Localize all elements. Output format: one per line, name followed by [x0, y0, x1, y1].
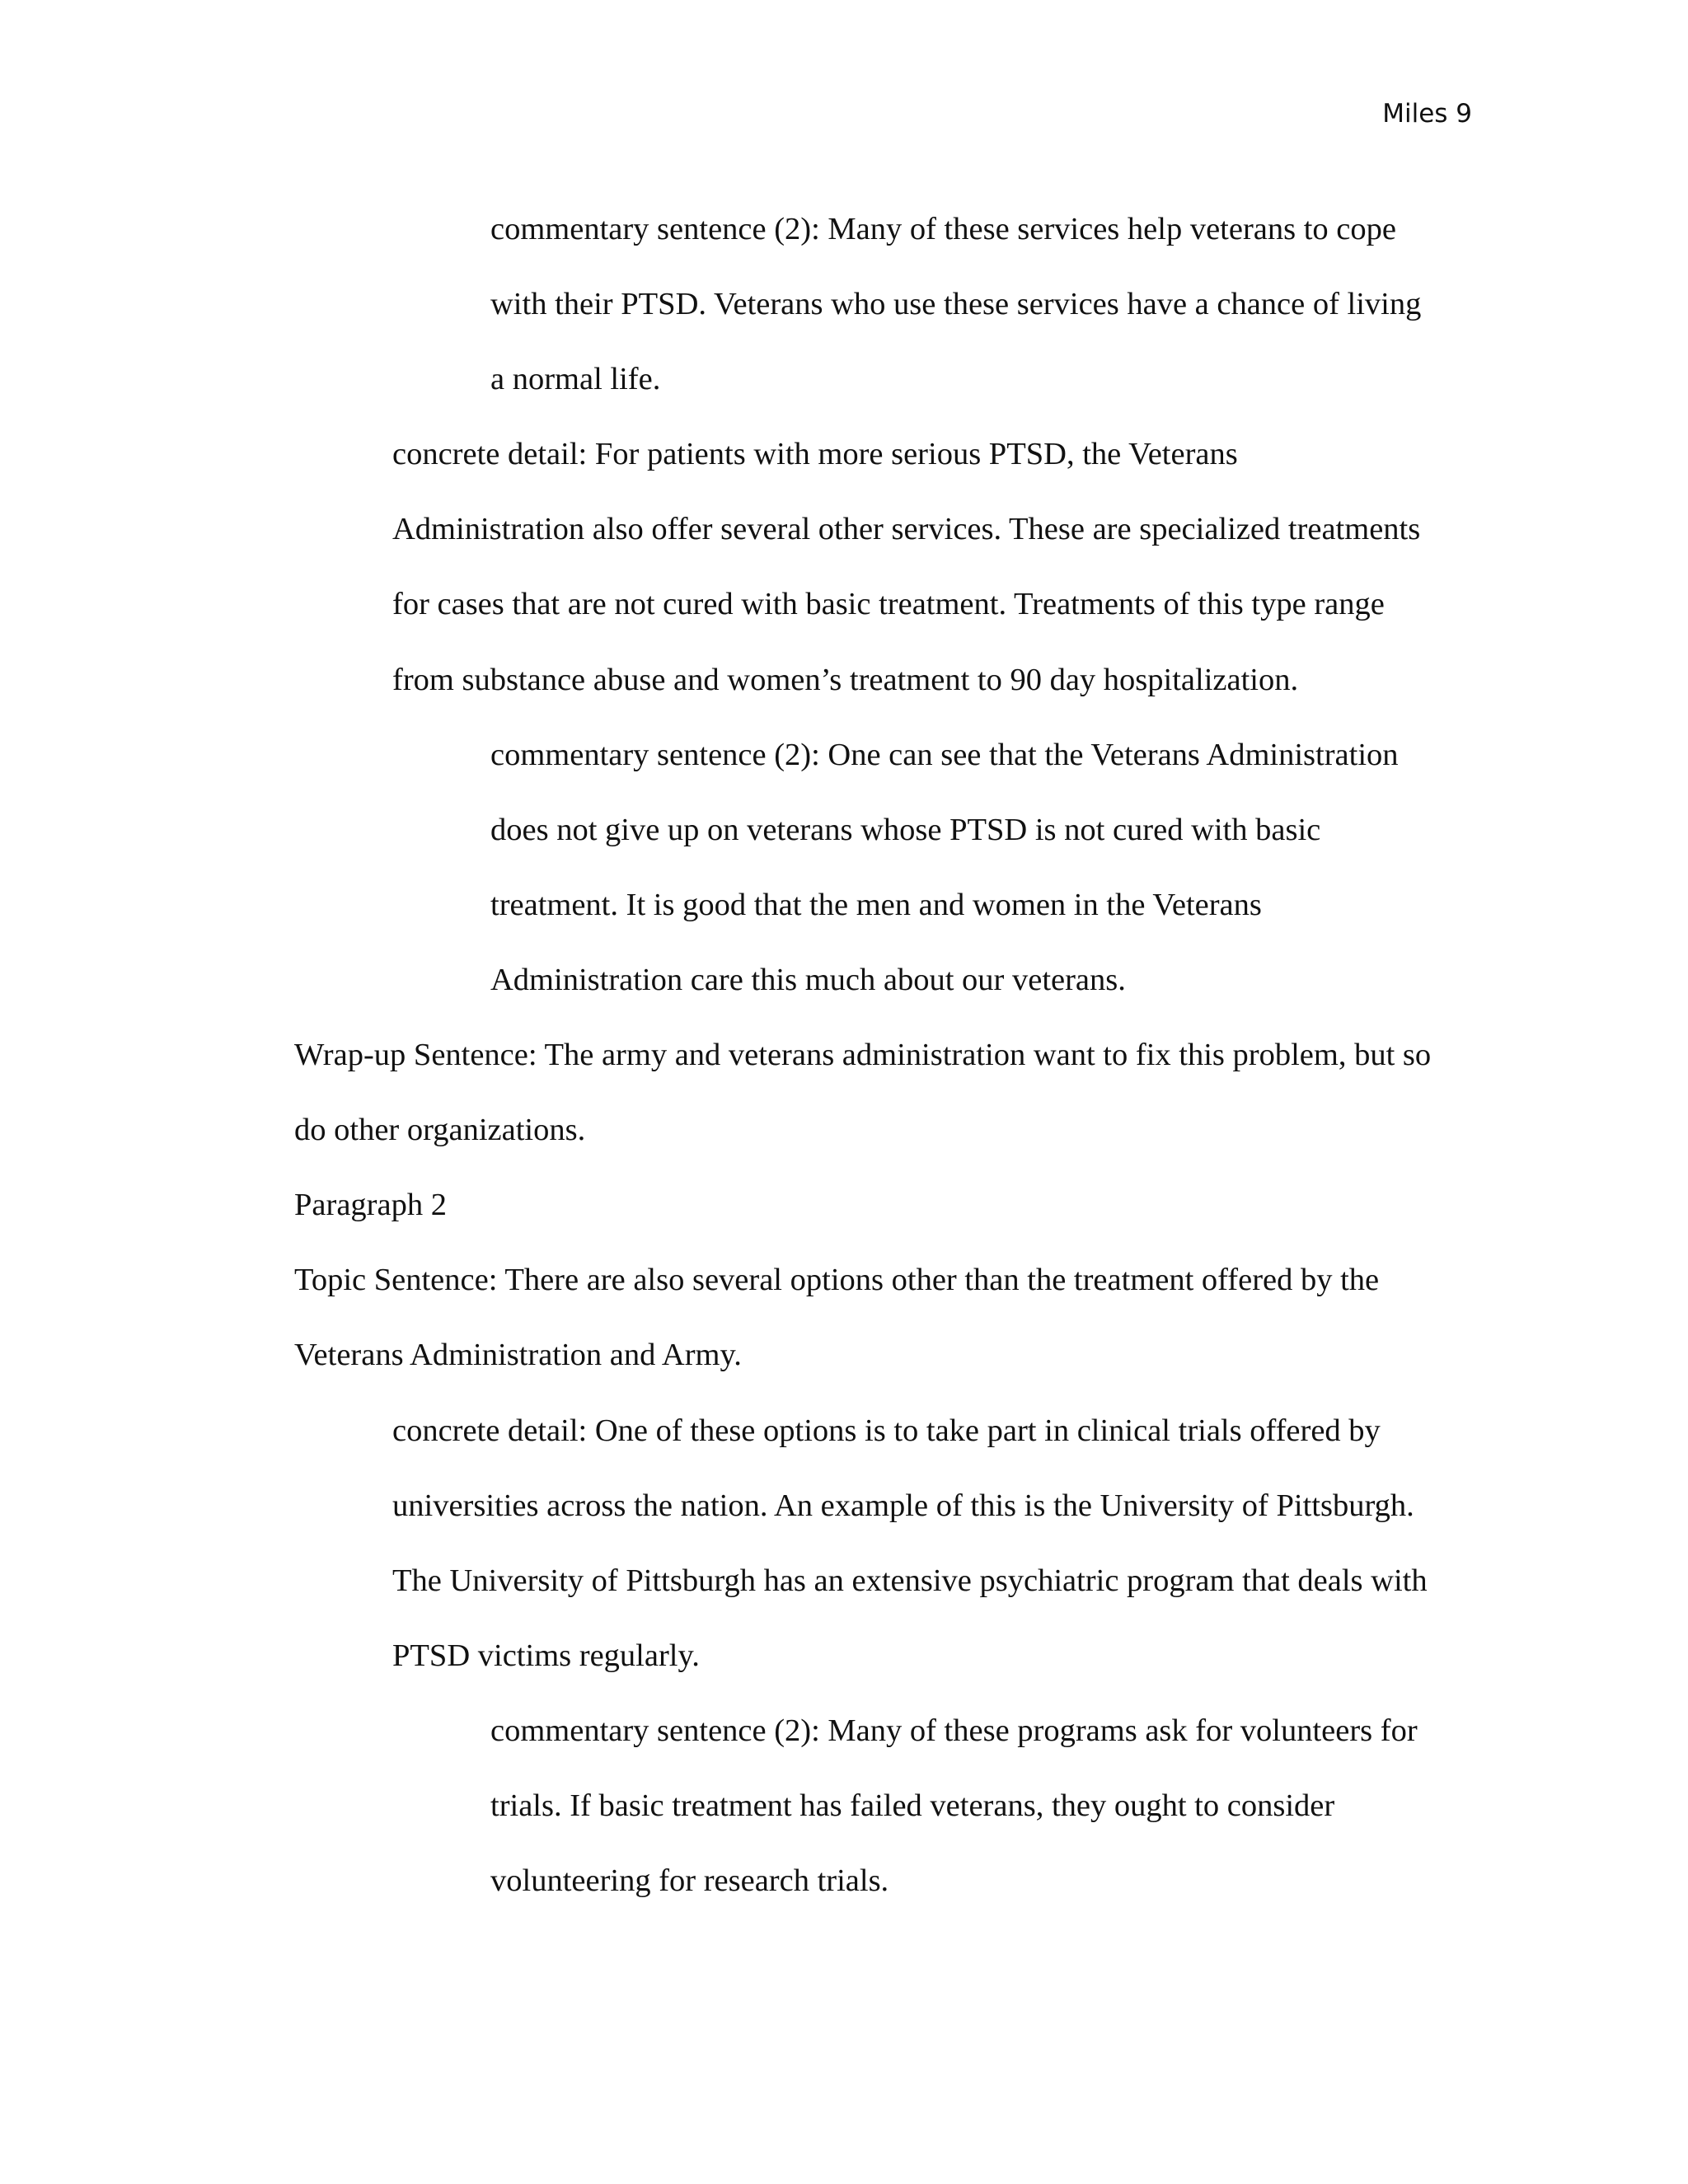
commentary-line: commentary sentence (2): Many of these services help veterans to cope [490, 212, 1396, 246]
document-body [294, 192, 1481, 1919]
commentary-line: with their PTSD. Veterans who use these services have a chance of living [490, 287, 1422, 322]
commentary-line: a normal life. [490, 362, 661, 397]
concrete-detail-line: from substance abuse and women’s treatment to 90 day hospitalization. [392, 662, 1299, 697]
page-number-label: Miles 9 [1382, 99, 1472, 129]
commentary-line: Administration care this much about our veterans. [490, 962, 1126, 997]
concrete-detail-line: Administration also offer several other services. These are specialized treatments [392, 512, 1421, 547]
concrete-detail-line: PTSD victims regularly. [392, 1638, 700, 1673]
commentary-line: does not give up on veterans whose PTSD is not cured with basic [490, 812, 1321, 847]
commentary-line: treatment. It is good that the men and women in the Veterans [490, 887, 1262, 922]
wrap-up-line: Wrap-up Sentence: The army and veterans administration want to fix this problem, but so [294, 1038, 1432, 1073]
page-header [1382, 97, 1472, 130]
commentary-line: volunteering for research trials. [490, 1863, 889, 1899]
topic-sentence-line: Topic Sentence: There are also several options other than the treatment offered by the [294, 1263, 1380, 1298]
concrete-detail-line: concrete detail: For patients with more serious PTSD, the Veterans [392, 437, 1238, 472]
paragraph-heading: Paragraph 2 [294, 1188, 447, 1223]
concrete-detail-line: universities across the nation. An example of this is the University of Pittsburgh. [392, 1488, 1414, 1523]
concrete-detail-line: The University of Pittsburgh has an extensive psychiatric program that deals with [392, 1563, 1428, 1598]
concrete-detail-line: for cases that are not cured with basic treatment. Treatments of this type range [392, 587, 1385, 622]
commentary-line: commentary sentence (2): One can see that the Veterans Administration [490, 737, 1399, 772]
topic-sentence-line: Veterans Administration and Army. [294, 1338, 742, 1373]
commentary-line: trials. If basic treatment has failed veterans, they ought to consider [490, 1788, 1335, 1823]
commentary-line: commentary sentence (2): Many of these programs ask for volunteers for [490, 1713, 1418, 1748]
wrap-up-line: do other organizations. [294, 1113, 586, 1148]
concrete-detail-line: concrete detail: One of these options is to take part in clinical trials offered by [392, 1413, 1381, 1448]
